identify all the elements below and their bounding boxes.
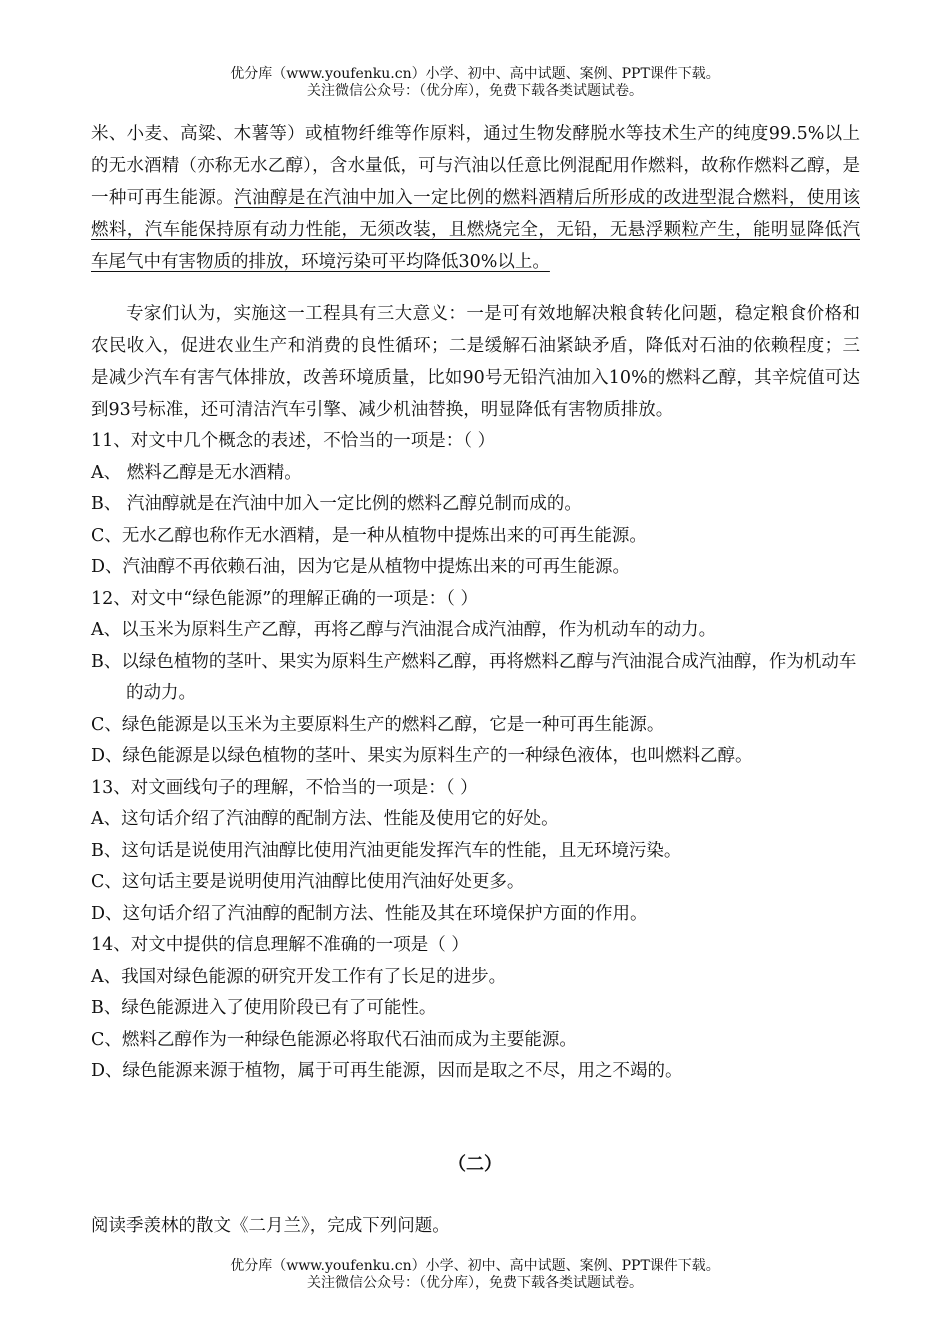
header-line-1: 优分库（www.youfenku.cn）小学、初中、高中试题、案例、PPT课件下载。 — [230, 66, 720, 82]
passage-p1-text: 米、小麦、高粱、木薯等）或植物纤维等作原料，通过生物发酵脱水等技术生产的纯度99.5%以上的无水酒精（亦称无水乙醇），含水量低，可与汽油以任意比例混配用作燃料，故称作燃料乙醇，是一种可再生能源。 — [91, 124, 860, 208]
option-d: D、绿色能源是以绿色植物的茎叶、果实为原料生产的一种绿色液体，也叫燃料乙醇。 — [91, 746, 753, 766]
question-stem: 13、对文画线句子的理解，不恰当的一项是：（ ） — [91, 777, 478, 798]
option-c: C、这句话主要是说明使用汽油醇比使用汽油好处更多。 — [91, 872, 525, 892]
footer-line-2: 关注微信公众号：（优分库），免费下载各类试题试卷。 — [307, 1275, 643, 1291]
option-a: A、这句话介绍了汽油醇的配制方法、性能及使用它的好处。 — [91, 809, 559, 829]
header-line-2: 关注微信公众号：（优分库），免费下载各类试题试卷。 — [307, 83, 643, 99]
question-stem: 12、对文中“绿色能源”的理解正确的一项是：（ ） — [91, 588, 478, 609]
main-content — [91, 118, 860, 1088]
option-b: B、绿色能源进入了使用阶段已有了可能性。 — [91, 998, 437, 1018]
question-11 — [91, 426, 860, 584]
option-a: A、以玉米为原料生产乙醇，再将乙醇与汽油混合成汽油醇，作为机动车的动力。 — [91, 620, 717, 640]
section-intro: 阅读季羡林的散文《二月兰》，完成下列问题。 — [91, 1216, 450, 1236]
option-c: C、绿色能源是以玉米为主要原料生产的燃料乙醇，它是一种可再生能源。 — [91, 714, 665, 735]
option-c: C、燃料乙醇作为一种绿色能源必将取代石油而成为主要能源。 — [91, 1029, 577, 1050]
question-stem: 14、对文中提供的信息理解不准确的一项是（ ） — [91, 935, 469, 955]
footer-line-1: 优分库（www.youfenku.cn）小学、初中、高中试题、案例、PPT课件下载。 — [230, 1258, 720, 1274]
page-header — [0, 66, 950, 100]
question-14 — [91, 930, 860, 1088]
section-title: （二） — [448, 1154, 502, 1175]
option-b: B、这句话是说使用汽油醇比使用汽油更能发挥汽车的性能，且无环境污染。 — [91, 840, 682, 861]
question-13 — [91, 773, 860, 931]
option-b: B、以绿色植物的茎叶、果实为原料生产燃料乙醇，再将燃料乙醇与汽油混合成汽油醇，作为机动车的动力。 — [91, 651, 857, 703]
underlined-sentence: 汽油醇是在汽油中加入一定比例的燃料酒精后所形成的改进型混合燃料，使用该燃料，汽车能保持原有动力性能，无须改装，且燃烧完全，无铅，无悬浮颗粒产生，能明显降低汽车尾气中有害物质的排放，环境污染可平均降低30%以上。 — [91, 188, 861, 272]
page-footer — [0, 1258, 950, 1292]
option-d: D、汽油醇不再依赖石油，因为它是从植物中提炼出来的可再生能源。 — [91, 557, 631, 577]
option-c: C、无水乙醇也称作无水酒精，是一种从植物中提炼出来的可再生能源。 — [91, 525, 647, 546]
question-stem: 11、对文中几个概念的表述，不恰当的一项是：（ ） — [91, 431, 496, 451]
question-12 — [91, 584, 860, 773]
passage-paragraph-2: 专家们认为，实施这一工程具有三大意义：一是可有效地解决粮食转化问题，稳定粮食价格和农民收入，促进农业生产和消费的良性循环；二是缓解石油紧缺矛盾，降低对石油的依赖程度；三是减少汽车有害气体排放，改善环境质量，比如90号无铅汽油加入10%的燃料乙醇，其辛烷值可达到93号标准，还可清洁汽车引擎、减少机油替换，明显降低有害物质排放。 — [91, 304, 860, 420]
option-a: A、 燃料乙醇是无水酒精。 — [91, 462, 302, 483]
option-a: A、我国对绿色能源的研究开发工作有了长足的进步。 — [91, 966, 507, 987]
passage-paragraph-1 — [91, 118, 860, 278]
option-b: B、 汽油醇就是在汽油中加入一定比例的燃料乙醇兑制而成的。 — [91, 494, 582, 514]
option-d: D、这句话介绍了汽油醇的配制方法、性能及其在环境保护方面的作用。 — [91, 903, 648, 924]
option-d: D、绿色能源来源于植物，属于可再生能源，因而是取之不尽，用之不竭的。 — [91, 1061, 683, 1081]
